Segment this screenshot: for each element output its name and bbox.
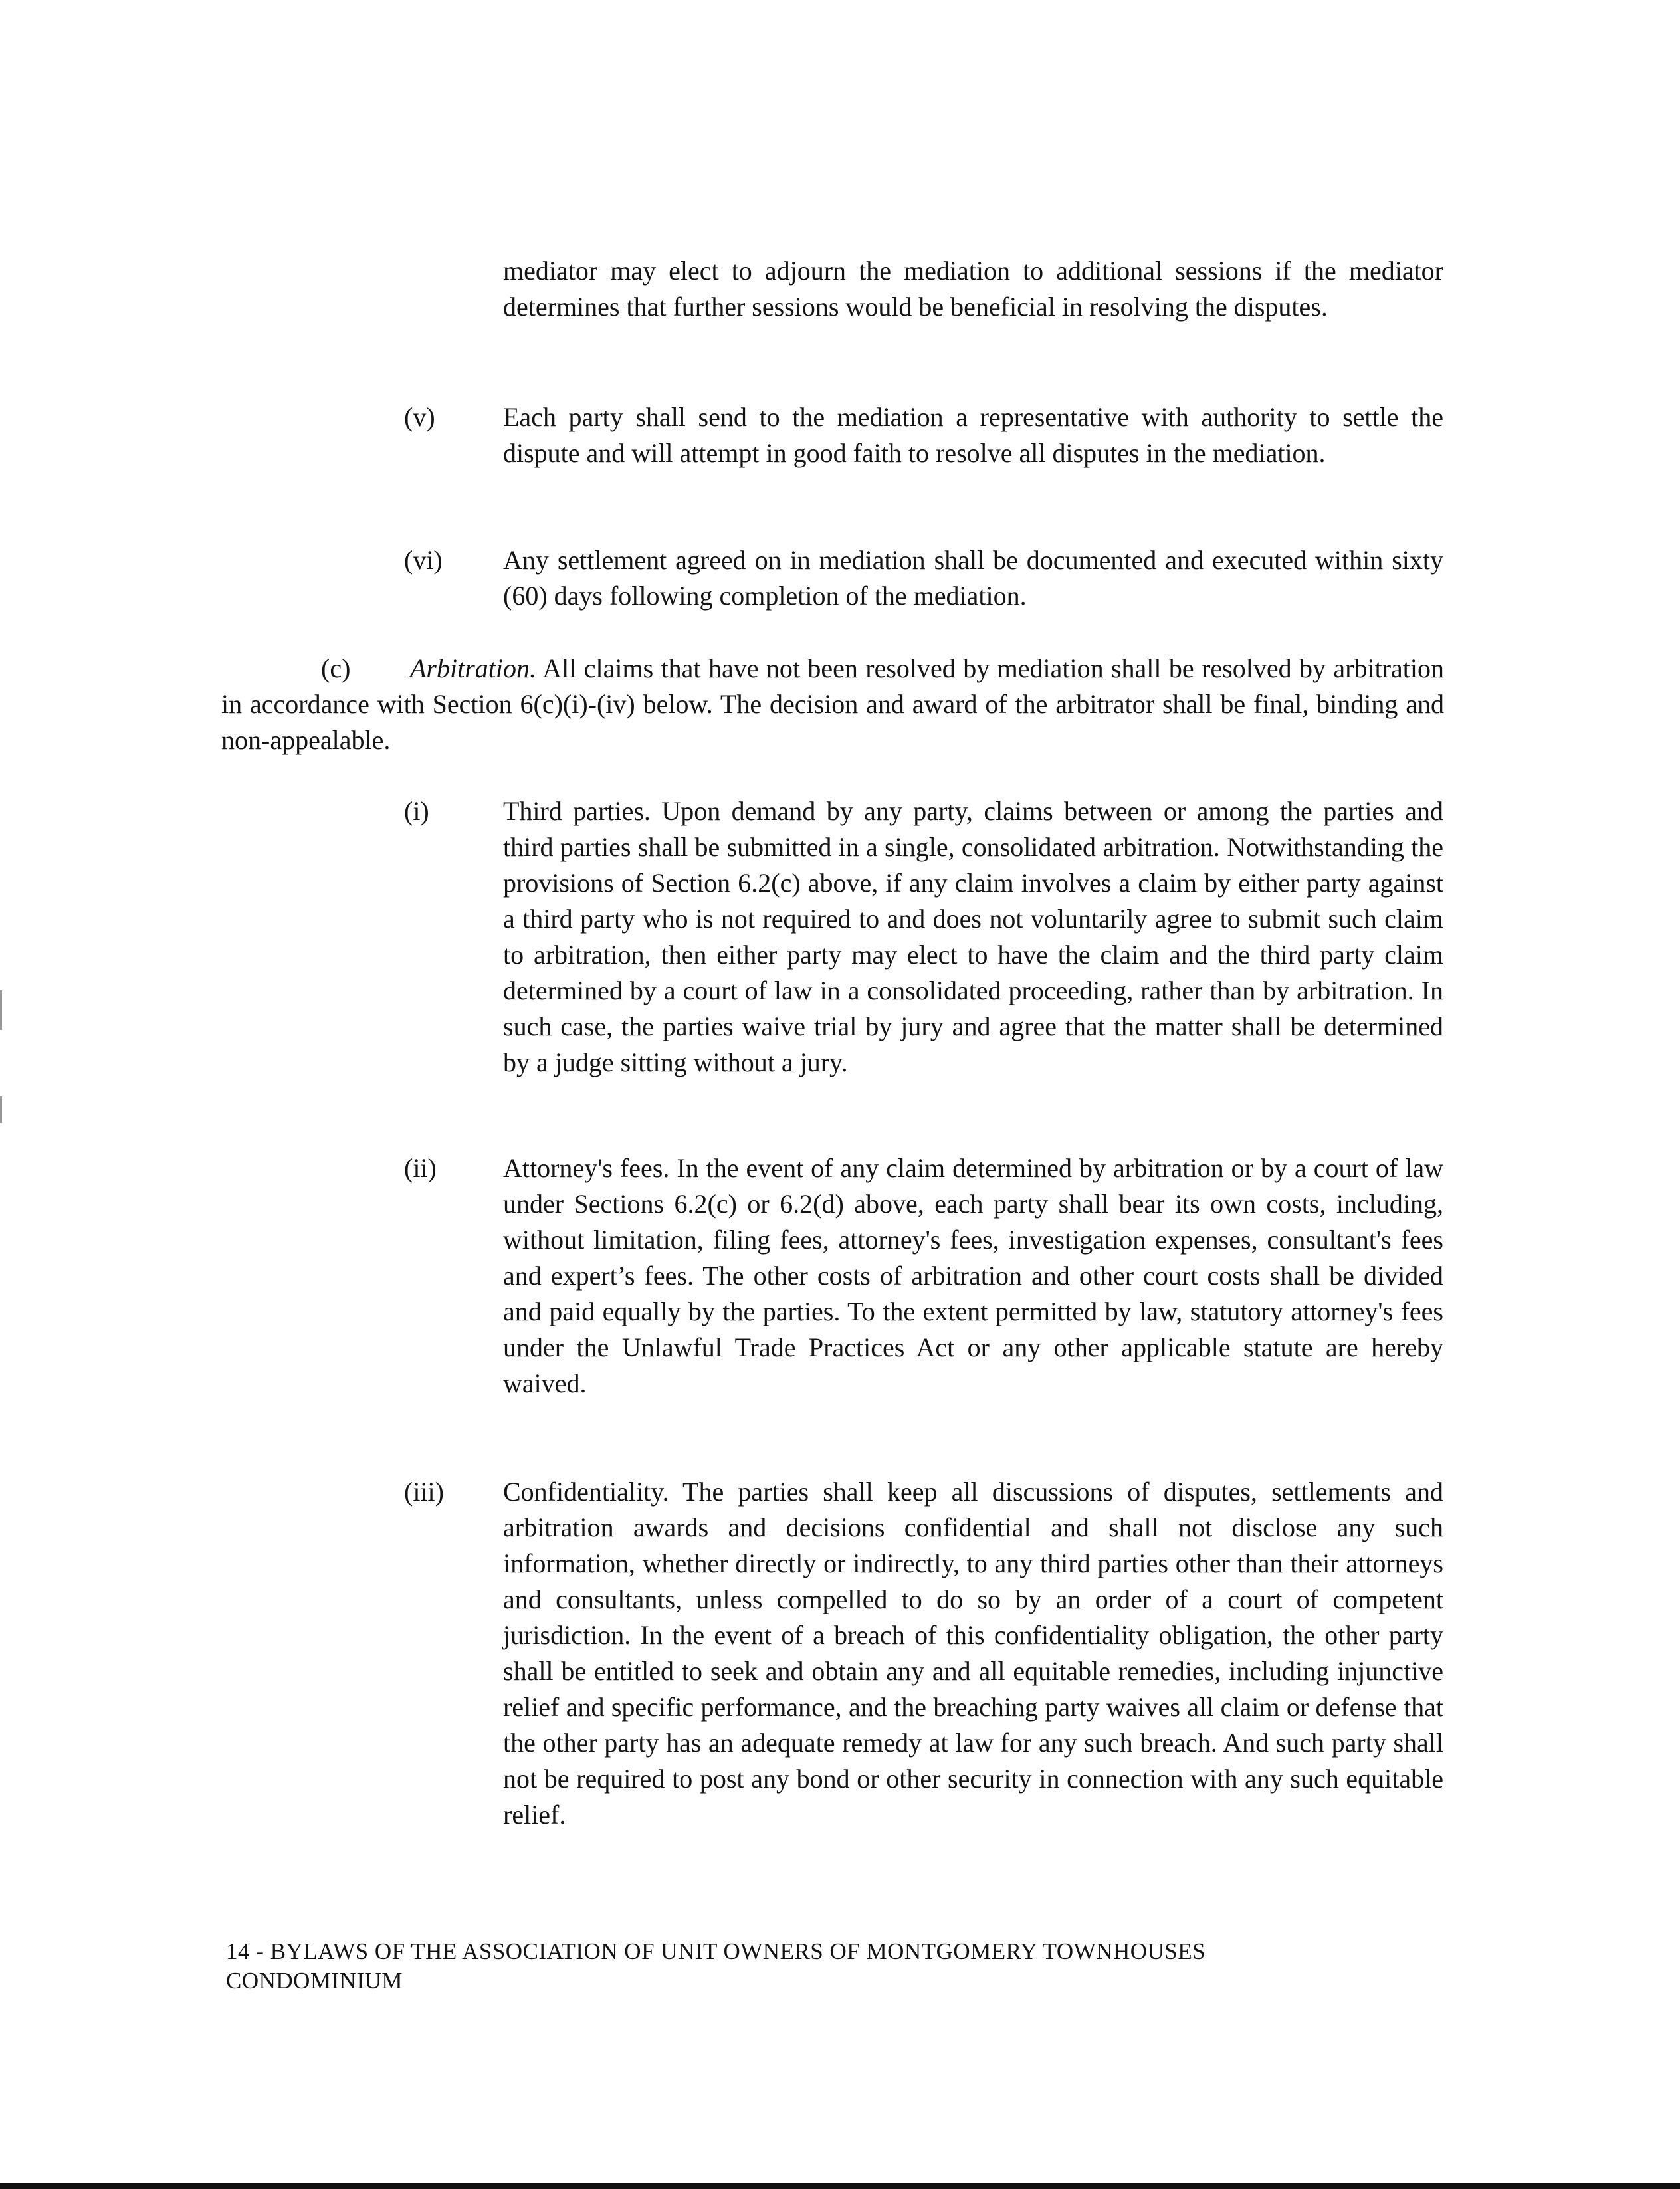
continuation-paragraph: mediator may elect to adjourn the mediation to additional sessions if the mediator determines that further sessions would be beneficial in resolving the disputes. <box>503 256 1443 322</box>
item-ii-marker: (ii) <box>404 1153 437 1183</box>
item-iii-text: Confidentiality. The parties shall keep all discussions of disputes, settlements and arbitration awards and decisions confidential and shall not disclose any such information, whether directly or indirectly, to any third parties other than their attorneys and consultants, unless compelled to do so by an order of a court of competent jurisdiction. In the event of a breach of this confidentiality obligation, the other party shall be entitled to seek and obtain any and all equitable remedies, including injunctive relief and specific performance, and the breaching party waives all claim or defense that the other party has an adequate remedy at law for any such breach. And such party shall not be required to post any bond or other security in connection with any such equitable relief. <box>503 1477 1443 1829</box>
item-v-marker: (v) <box>404 402 435 432</box>
section-c-label: (c) <box>321 653 351 683</box>
item-vi-marker: (vi) <box>404 545 443 575</box>
item-i-text: Third parties. Upon demand by any party, claims between or among the parties and third parties shall be submitted in a single, consolidated arbitration. Notwithstanding the provisions of Section 6.2(c) above, if any claim involves a claim by either party against a third party who is not required to and does not voluntarily agree to submit such claim to arbitration, then either party may elect to have the claim and the third party claim determined by a court of law in a consolidated proceeding, rather than by arbitration. In such case, the parties waive trial by jury and agree that the matter shall be determined by a judge sitting without a jury. <box>503 796 1443 1077</box>
section-c-title: Arbitration. <box>410 653 537 683</box>
section-c-paragraph <box>221 651 1444 758</box>
item-iii-marker: (iii) <box>404 1477 444 1507</box>
item-ii-text: Attorney's fees. In the event of any claim determined by arbitration or by a court of law under Sections 6.2(c) or 6.2(d) above, each party shall bear its own costs, including, without limitation, filing fees, attorney's fees, investigation expenses, consultant's fees and expert’s fees. The other costs of arbitration and other court costs shall be divided and paid equally by the parties. To the extent permitted by law, statutory attorney's fees under the Unlawful Trade Practices Act or any other applicable statute are hereby waived. <box>503 1153 1443 1398</box>
page-footer <box>226 1937 1489 1996</box>
scan-edge-mark <box>0 990 2 1030</box>
item-v-text: Each party shall send to the mediation a representative with authority to settle the dispute and will attempt in good faith to resolve all disputes in the mediation. <box>503 402 1443 468</box>
footer-line-2: CONDOMINIUM <box>226 1968 403 1994</box>
item-i-marker: (i) <box>404 796 429 826</box>
item-vi-text: Any settlement agreed on in mediation shall be documented and executed within sixty (60) days following completion of the mediation. <box>503 545 1443 611</box>
section-c-text: All claims that have not been resolved by mediation shall be resolved by arbitration in accordance with Section 6(c)(i)-(iv) below. The decision and award of the arbitrator shall be final, binding and non-appealable. <box>221 653 1445 755</box>
footer-line-1: 14 - BYLAWS OF THE ASSOCIATION OF UNIT OWNERS OF MONTGOMERY TOWNHOUSES <box>226 1938 1206 1964</box>
scan-bottom-border <box>0 2183 1680 2189</box>
scan-edge-mark <box>0 1096 2 1123</box>
